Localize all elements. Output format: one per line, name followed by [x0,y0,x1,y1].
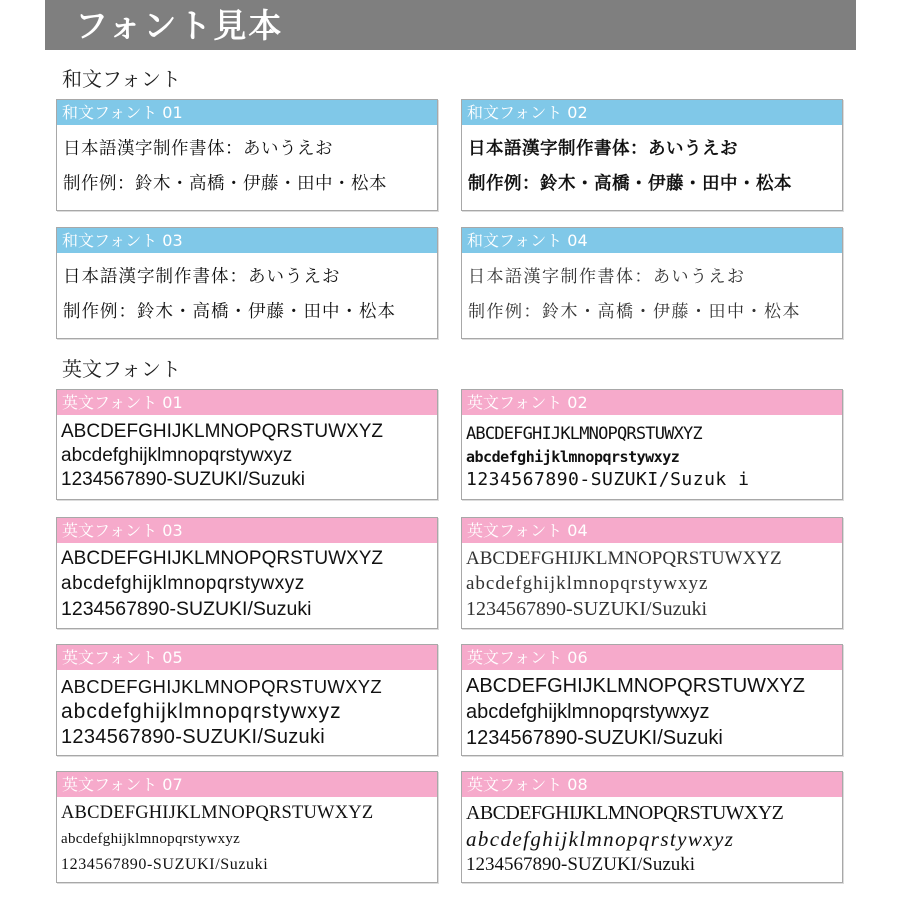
card-title: 英文フォント 05 [57,645,437,670]
card-title: 和文フォント 02 [462,100,842,125]
lowercase-sample: abcdefghijklmnopqrstywxyz [61,445,293,466]
lowercase-sample: abcdefghijklmnopqrstywxyz [466,701,710,723]
page-header [45,0,856,50]
uppercase-sample: ABCDEFGHIJKLMNOPQRSTUWXYZ [61,421,383,442]
english-section-title: 英文フォント [62,357,181,381]
card-title: 英文フォント 07 [57,772,437,797]
card-title: 英文フォント 02 [462,390,842,415]
japanese-section-title: 和文フォント [62,67,181,91]
japanese-font-card-02 [461,99,843,211]
card-title: 英文フォント 01 [57,390,437,415]
sample-line-2: 制作例：鈴木・高橋・伊藤・田中・松本 [63,174,387,194]
card-title: 英文フォント 04 [462,518,842,543]
digits-sample: 1234567890-SUZUKI/Suzuki [61,726,326,748]
english-font-card-02 [461,389,843,500]
digits-sample: 1234567890-SUZUKI/Suzuki [466,598,708,620]
sample-line-1: 日本語漢字制作書体：あいうえお [63,267,341,287]
uppercase-sample: ABCDEFGHIJKLMNOPQRSTUWXYZ [61,803,374,823]
page-title: フォント見本 [75,6,284,45]
lowercase-sample: abcdefghijklmnopqrstywxyz [466,827,735,851]
card-title: 和文フォント 01 [57,100,437,125]
uppercase-sample: ABCDEFGHIJKLMNOPQRSTUWXYZ [466,424,702,444]
lowercase-sample: abcdefghijklmnopqrstywxyz [466,573,709,594]
japanese-font-card-03 [56,227,438,339]
digits-sample: 1234567890-SUZUKI/Suzuki [61,469,305,490]
uppercase-sample: ABCDEFGHIJKLMNOPQRSTUWXYZ [466,675,805,697]
sample-line-1: 日本語漢字制作書体：あいうえお [63,139,333,159]
digits-sample: 1234567890-SUZUKI/Suzuk i [466,469,750,490]
sample-line-1: 日本語漢字制作書体：あいうえお [468,139,738,159]
uppercase-sample: ABCDEFGHIJKLMNOPQRSTUWXYZ [466,548,782,569]
digits-sample: 1234567890-SUZUKI/Suzuki [466,727,723,749]
sample-line-2: 制作例：鈴木・高橋・伊藤・田中・松本 [468,174,792,194]
digits-sample: 1234567890-SUZUKI/Suzuki [61,598,312,620]
card-title: 英文フォント 08 [462,772,842,797]
uppercase-sample: ABCDEFGHIJKLMNOPQRSTUWXYZ [466,802,784,824]
english-font-card-04 [461,517,843,629]
english-font-card-08 [461,771,843,883]
japanese-font-card-01 [56,99,438,211]
card-title: 和文フォント 04 [462,228,842,253]
card-title: 英文フォント 06 [462,645,842,670]
sample-line-2: 制作例：鈴木・高橋・伊藤・田中・松本 [468,302,801,322]
sample-line-2: 制作例：鈴木・高橋・伊藤・田中・松本 [63,302,396,322]
card-title: 英文フォント 03 [57,518,437,543]
uppercase-sample: ABCDEFGHIJKLMNOPQRSTUWXYZ [61,676,382,697]
digits-sample: 1234567890-SUZUKI/Suzuki [61,856,269,873]
japanese-font-card-04 [461,227,843,339]
english-font-card-05 [56,644,438,756]
english-font-card-01 [56,389,438,500]
lowercase-sample: abcdefghijklmnopqrstywxyz [61,700,342,723]
english-font-card-07 [56,771,438,883]
english-font-card-03 [56,517,438,629]
card-title: 和文フォント 03 [57,228,437,253]
english-font-card-06 [461,644,843,756]
lowercase-sample: abcdefghijklmnopqrstywxyz [61,573,305,594]
lowercase-sample: abcdefghijklmnopqrstywxyz [61,831,241,847]
lowercase-sample: abcdefghijklmnopqrstywxyz [466,448,680,466]
sample-line-1: 日本語漢字制作書体：あいうえお [468,267,746,287]
uppercase-sample: ABCDEFGHIJKLMNOPQRSTUWXYZ [61,548,383,569]
digits-sample: 1234567890-SUZUKI/Suzuki [466,854,696,875]
